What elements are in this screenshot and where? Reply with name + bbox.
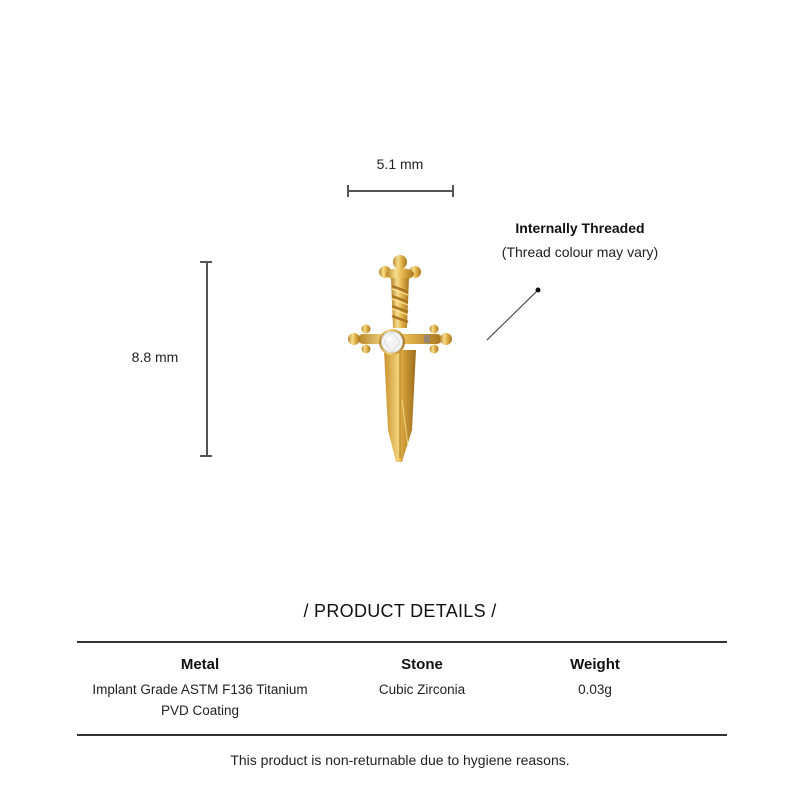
metal-column xyxy=(70,656,330,721)
details-divider-top xyxy=(77,641,727,643)
gold-dagger-stud-icon xyxy=(340,250,460,470)
weight-value: 0.03g xyxy=(578,682,612,697)
thread-annotation-note: (Thread colour may vary) xyxy=(501,244,659,260)
height-dimension-label: 8.8 mm xyxy=(131,349,179,365)
details-divider-bottom xyxy=(77,734,727,736)
metal-heading: Metal xyxy=(180,656,220,673)
width-dimension-label: 5.1 mm xyxy=(376,156,424,172)
weight-column xyxy=(505,656,685,700)
width-dimension-cap-right xyxy=(452,185,454,197)
product-details-heading: / PRODUCT DETAILS / xyxy=(303,601,497,621)
thread-annotation-title: Internally Threaded xyxy=(515,220,645,236)
height-dimension-cap-bottom xyxy=(200,455,212,457)
metal-value-line: Implant Grade ASTM F136 Titanium xyxy=(92,682,308,697)
annotation-pointer-line xyxy=(485,285,545,345)
stone-column xyxy=(322,656,522,700)
stone-heading: Stone xyxy=(401,656,443,673)
height-dimension-cap-top xyxy=(200,261,212,263)
non-returnable-note: This product is non-returnable due to hygiene reasons. xyxy=(230,752,570,768)
weight-heading: Weight xyxy=(570,656,620,673)
metal-value-line: PVD Coating xyxy=(160,703,240,718)
width-dimension-line xyxy=(347,190,453,192)
stone-value: Cubic Zirconia xyxy=(378,682,466,697)
height-dimension-line xyxy=(206,261,208,456)
width-dimension-cap-left xyxy=(347,185,349,197)
